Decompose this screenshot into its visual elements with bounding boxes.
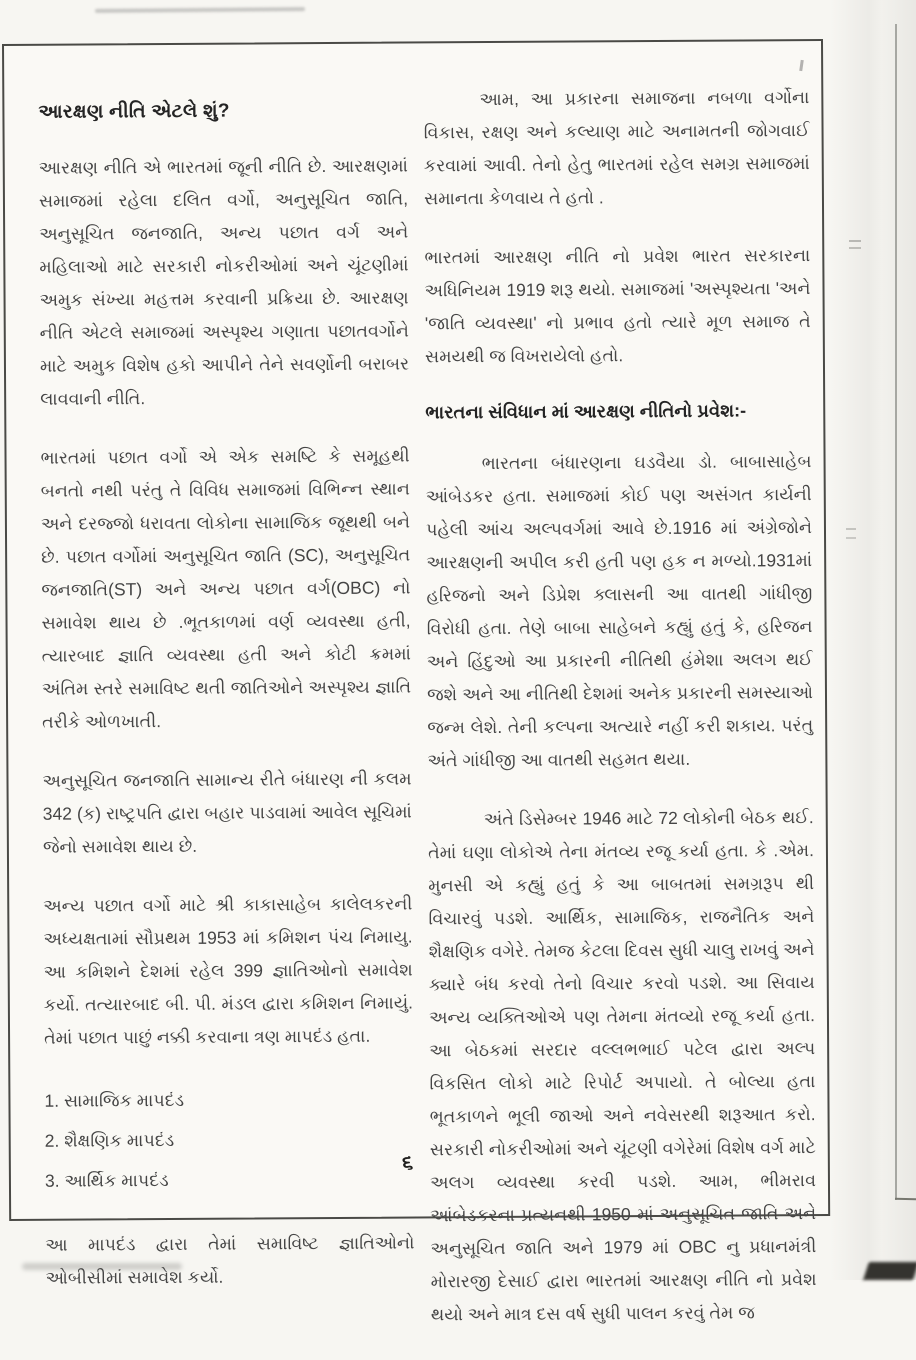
page-crease-shading: [830, 0, 916, 1280]
scan-smudge: [95, 7, 305, 13]
paragraph: અન્ય પછાત વર્ગો માટે શ્રી કાકાસાહેબ કાલેલકરની અધ્યક્ષતામાં સૌપ્રથમ 1953 માં કમિશન પંચ નિમાયુ. આ કમિશને દેશમાં રહેલ 399 જ્ઞાતિઓનો સમાવેશ કર્યો. તત્યારબાદ બી. પી. મંડલ દ્વારા કમિશન નિમાયું. તેમાં પછાત પાછું નક્કી કરવાના ત્રણ માપદંડ હતા.: [43, 893, 414, 1048]
list-item: 3. આર્થિક માપદંડ: [44, 1170, 169, 1191]
stray-mark: [849, 240, 861, 242]
article-heading: આરક્ષણ નીતિ એટલે શું?: [38, 100, 230, 123]
paragraph: આ માપદંડ દ્વારા તેમાં સમાવિષ્ટ જ્ઞાતિઓનો ઓબીસીમાં સમાવેશ કર્યો.: [45, 1232, 415, 1288]
right-column: [423, 81, 817, 1357]
scanned-page-frame: [2, 39, 830, 1325]
paragraph: ભારતમાં પછાત વર્ગો એ એક સમષ્ટિ કે સમૂહથી બનતો નથી પરંતુ તે વિવિધ સમાજમાં વિભિન્ન સ્થાન અને દરજ્જો ધરાવતા લોકોના સામાજિક જૂથથી બને છે. પછાત વર્ગોમાં અનુસૂચિત જાતિ (SC), અનુસૂચિત જનજાતિ(ST) અને અન્ય પછાત વર્ગ(OBC) નો સમાવેશ થાય છે .ભૂતકાળમાં વર્ણ વ્યવસ્થા હતી, ત્યારબાદ જ્ઞાતિ વ્યવસ્થા હતી અને કોટી ક્રમમાં અંતિમ સ્તરે સમાવિષ્ટ થતી જાતિઓને અસ્પૃશ્ય જ્ઞાતિ તરીકે ઓળખાતી.: [40, 445, 412, 732]
criteria-list: [44, 1079, 414, 1201]
section-subheading: ભારતના સંવિધાન માં આરક્ષણ નીતિનો પ્રવેશ:-: [425, 400, 747, 423]
scan-smudge: [22, 1263, 182, 1270]
list-item: 2. શૈક્ષણિક માપદંડ: [44, 1129, 175, 1151]
book-corner-shadow: [863, 1262, 916, 1280]
list-item: 1. સામાજિક માપદંડ: [44, 1089, 185, 1111]
paragraph: ભારતના બંધારણના ઘડવૈયા ડો. બાબાસાહેબ આંબેડકર હતા. સમાજમાં કોઈ પણ અસંગત કાર્યની પહેલી આંચ અલ્પવર્ગમાં આવે છે.1916 માં અંગ્રેજોને આરક્ષણની અપીલ કરી હતી પણ હક ન મળ્યો.1931માં હરિજનો અને ડિપ્રેશ ક્લાસની આ વાતથી ગાંધીજી વિરોધી હતા. તેણે બાબા સાહેબને કહ્યું હતું કે, હરિજન અને હિંદુઓ આ પ્રકારની નીતિથી હંમેશા અલગ થઈ જશે અને આ નીતિથી દેશમાં અનેક પ્રકારની સમસ્યાઓ જન્મ લેશે. તેની કલ્પના અત્યારે નહીં કરી શકાય. પરંતુ અંતે ગાંધીજી આ વાતથી સહમત થયા.: [425, 451, 814, 771]
paragraph: આમ, આ પ્રકારના સમાજના નબળા વર્ગોના વિકાસ, રક્ષણ અને કલ્યાણ માટે અનામતની જોગવાઈ કરવામાં આવી. તેનો હેતુ ભારતમાં રહેલ સમગ્ર સમાજમાં સમાનતા કેળવાય તે હતો .: [423, 87, 810, 209]
paragraph: અનુસૂચિત જનજાતિ સામાન્ય રીતે બંધારણ ની કલમ 342 (ક) રાષ્ટ્રપતિ દ્વારા બહાર પાડવામાં આવેલ સૂચિમાં જેનો સમાવેશ થાય છે.: [42, 768, 412, 857]
paragraph: અંતે ડિસેમ્બર 1946 માટે 72 લોકોની બેઠક થઈ. તેમાં ઘણા લોકોએ તેના મંતવ્ય રજૂ કર્યા હતા. કે .એમ. મુનસી એ કહ્યું હતું કે આ બાબતમાં સમગ્રરૂપ થી વિચારવું પડશે. આર્થિક, સામાજિક, રાજનૈતિક અને શૈક્ષણિક વગેરે. તેમજ કેટલા દિવસ સુધી ચાલુ રાખવું અને ક્યારે બંધ કરવો તેનો વિચાર કરવો પડશે. આ સિવાય અન્ય વ્યક્તિઓએ પણ તેમના મંતવ્યો રજૂ કર્યા હતા. આ બેઠકમાં સરદાર વલ્લભભાઈ પટેલ દ્વારા અલ્પ વિકસિત લોકો માટે રિપોર્ટ અપાયો. તે બોલ્યા હતા ભૂતકાળને ભૂલી જાઓ અને નવેસરથી શરૂઆત કરો. સરકારી નોકરીઓમાં અને ચૂંટણી વગેરેમાં વિશેષ વર્ગ માટે અલગ વ્યવસ્થા કરવી પડશે. આમ, ભીમરાવ આંબેડકરના પ્રત્યનથી 1950 માં અનુસૂચિત જાતિ અને અનુસૂચિત જાતિ અને 1979 માં OBC નુ પ્રધાનમંત્રી મોરારજી દેસાઈ દ્વારા ભારતમાં આરક્ષણ નીતિ નો પ્રવેશ થયો અને માત્ર દસ વર્ષ સુધી પાલન કરવું તેમ જ: [427, 807, 817, 1325]
stray-mark: [846, 528, 856, 530]
two-column-layout: [38, 81, 817, 1360]
paragraph: ભારતમાં આરક્ષણ નીતિ નો પ્રવેશ ભારત સરકારના અધિનિયમ 1919 શરૂ થયો. સમાજમાં 'અસ્પૃશ્યતા 'અને 'જાતિ વ્યવસ્થા' નો પ્રભાવ હતો ત્યારે મૂળ સમાજ તે સમયથી જ વિખરાયેલો હતો.: [424, 245, 811, 367]
left-column: [38, 84, 415, 1360]
adjacent-page-edge: [895, 24, 897, 1200]
paragraph: આરક્ષણ નીતિ એ ભારતમાં જૂની નીતિ છે. આરક્ષણમાં સમાજમાં રહેલા દલિત વર્ગો, અનુસૂચિત જાતિ, અનુસૂચિત જનજાતિ, અન્ય પછાત વર્ગ અને મહિલાઓ માટે સરકારી નોકરીઓમાં અને ચૂંટણીમાં અમુક સંખ્યા મહત્તમ કરવાની પ્રક્રિયા છે. આરક્ષણ નીતિ એટલે સમાજમાં અસ્પૃશ્ય ગણાતા પછાતવર્ગોને માટે અમુક વિશેષ હકો આપીને તેને સવર્ણોની બરાબર લાવવાની નીતિ.: [38, 155, 410, 409]
page-number: ૬: [402, 1152, 414, 1174]
